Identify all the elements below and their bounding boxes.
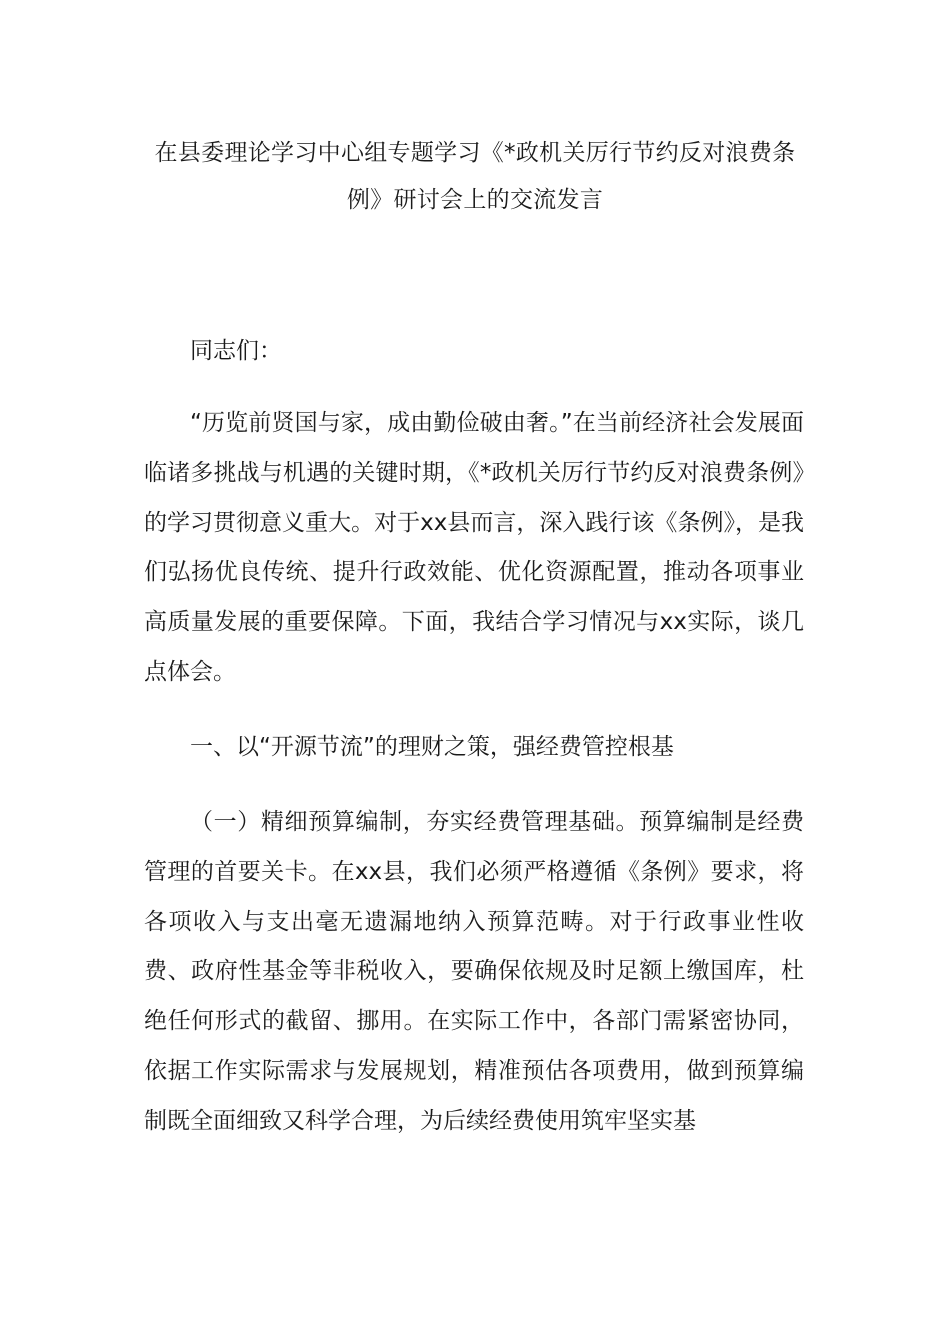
subsection-paragraph: （一）精细预算编制，夯实经费管理基础。预算编制是经费管理的首要关卡。在xx县，我们必须严格遵循《条例》要求，将各项收入与支出毫无遗漏地纳入预算范畴。对于行政事业性收费、政府性基金等非税收入，要确保依规及时足额上缴国库，杜绝任何形式的截留、挪用。在实际工作中，各部门需紧密协同，依据工作实际需求与发展规划，精准预估各项费用，做到预算编制既全面细致又科学合理，为后续经费使用筑牢坚实基 [144, 809, 804, 1134]
document-title [140, 130, 810, 224]
title-line-2: 例》研讨会上的交流发言 [346, 187, 604, 213]
section-heading: 一、以“开源节流”的理财之策，强经费管控根基 [190, 734, 674, 760]
intro-paragraph: “历览前贤国与家，成由勤俭破由奢。”在当前经济社会发展面临诸多挑战与机遇的关键时期，《*政机关厉行节约反对浪费条例》的学习贯彻意义重大。对于xx县而言，深入践行该《条例》，是我们弘扬优良传统、提升行政效能、优化资源配置，推动各项事业高质量发展的重要保障。下面，我结合学习情况与xx实际，谈几点体会。 [144, 410, 804, 685]
title-line-1: 在县委理论学习中心组专题学习《*政机关厉行节约反对浪费条 [154, 140, 796, 166]
salutation: 同志们： [190, 338, 282, 364]
